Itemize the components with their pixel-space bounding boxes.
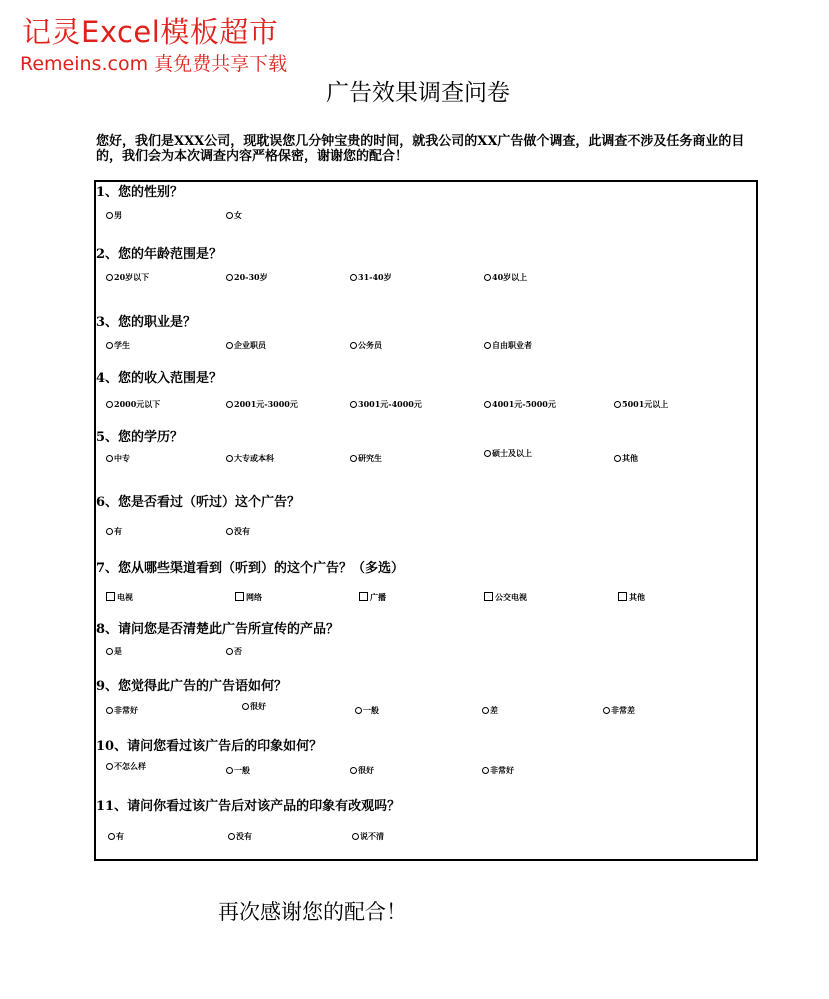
option-label: 没有 [234, 526, 250, 536]
q5-option-2[interactable] [226, 454, 274, 462]
radio-icon[interactable] [226, 455, 233, 462]
radio-icon[interactable] [226, 401, 233, 408]
q4-option-3[interactable] [350, 400, 422, 408]
q5-option-1[interactable] [106, 454, 130, 462]
q4-option-5[interactable] [614, 400, 668, 408]
option-label: 广播 [370, 591, 386, 602]
q3-option-4[interactable] [484, 341, 532, 349]
radio-icon[interactable] [106, 274, 113, 281]
radio-icon[interactable] [226, 342, 233, 349]
q2-option-1[interactable] [106, 273, 149, 281]
radio-icon[interactable] [226, 274, 233, 281]
question-6: 6、您是否看过（听过）这个广告？ [96, 495, 301, 510]
q5-option-5[interactable] [614, 454, 638, 462]
q11-option-1[interactable] [108, 832, 124, 840]
option-label: 研究生 [358, 453, 382, 463]
radio-icon[interactable] [484, 274, 491, 281]
radio-icon[interactable] [350, 455, 357, 462]
intro-text: 您好，我们是XXX公司，现耽误您几分钟宝贵的时间，就我公司的XX广告做个调查，此调查不涉及任务商业的目的，我们会为本次调查内容严格保密，谢谢您的配合！ [96, 134, 745, 164]
q4-option-4[interactable] [484, 400, 556, 408]
option-label: 非常好 [490, 765, 514, 775]
checkbox-icon[interactable] [618, 592, 627, 601]
option-label: 网络 [246, 591, 262, 602]
watermark-subtitle: Remeins.com 真免费共享下载 [20, 53, 288, 75]
question-11: 11、请问你看过该广告后对该产品的印象有改观吗？ [96, 799, 401, 814]
q10-option-3[interactable] [350, 766, 374, 774]
option-label: 说不清 [360, 831, 384, 841]
checkbox-icon[interactable] [235, 592, 244, 601]
q6-option-1[interactable] [106, 527, 122, 535]
radio-icon[interactable] [355, 707, 362, 714]
option-label: 2001元-3000元 [234, 399, 298, 409]
question-1: 1、您的性别？ [96, 185, 184, 200]
q3-option-2[interactable] [226, 341, 266, 349]
option-label: 硕士及以上 [492, 448, 532, 458]
question-10: 10、请问您看过该广告后的印象如何？ [96, 739, 323, 754]
radio-icon[interactable] [106, 528, 113, 535]
q11-option-2[interactable] [228, 832, 252, 840]
question-9: 9、您觉得此广告的广告语如何？ [96, 679, 288, 694]
option-label: 学生 [114, 340, 130, 350]
q9-option-5[interactable] [603, 706, 635, 714]
q6-option-2[interactable] [226, 527, 250, 535]
radio-icon[interactable] [242, 703, 249, 710]
checkbox-icon[interactable] [359, 592, 368, 601]
q7-option-3[interactable] [359, 592, 386, 601]
radio-icon[interactable] [484, 342, 491, 349]
radio-icon[interactable] [226, 212, 233, 219]
radio-icon[interactable] [106, 455, 113, 462]
radio-icon[interactable] [484, 450, 491, 457]
option-label: 大专或本科 [234, 453, 274, 463]
q4-option-1[interactable] [106, 400, 160, 408]
checkbox-icon[interactable] [106, 592, 115, 601]
radio-icon[interactable] [106, 401, 113, 408]
option-label: 公交电视 [495, 591, 527, 602]
option-label: 中专 [114, 453, 130, 463]
q10-option-2[interactable] [226, 766, 250, 774]
radio-icon[interactable] [228, 833, 235, 840]
radio-icon[interactable] [108, 833, 115, 840]
option-label: 40岁以上 [492, 272, 528, 282]
q9-option-2[interactable] [242, 702, 266, 710]
radio-icon[interactable] [350, 342, 357, 349]
option-label: 20岁以下 [114, 272, 150, 282]
question-3: 3、您的职业是？ [96, 315, 197, 330]
option-label: 没有 [236, 831, 252, 841]
q4-option-2[interactable] [226, 400, 298, 408]
radio-icon[interactable] [350, 401, 357, 408]
questionnaire-frame [94, 180, 758, 861]
q2-option-3[interactable] [350, 273, 392, 281]
option-label: 企业职员 [234, 340, 266, 350]
radio-icon[interactable] [352, 833, 359, 840]
watermark-title: 记灵Excel模板超市 [22, 15, 279, 49]
option-label: 其他 [629, 591, 645, 602]
q2-option-4[interactable] [484, 273, 527, 281]
option-label: 有 [116, 831, 124, 841]
option-label: 3001元-4000元 [358, 399, 422, 409]
radio-icon[interactable] [226, 648, 233, 655]
radio-icon[interactable] [350, 767, 357, 774]
question-4: 4、您的收入范围是？ [96, 371, 223, 386]
q7-option-5[interactable] [618, 592, 645, 601]
option-label: 很好 [358, 765, 374, 775]
option-label: 31-40岁 [358, 272, 392, 282]
radio-icon[interactable] [614, 401, 621, 408]
q9-option-3[interactable] [355, 706, 379, 714]
radio-icon[interactable] [603, 707, 610, 714]
option-label: 非常差 [611, 705, 635, 715]
q5-option-4[interactable] [484, 449, 532, 457]
option-label: 电视 [117, 591, 133, 602]
question-2: 2、您的年龄范围是？ [96, 247, 223, 262]
q1-option-2[interactable] [226, 211, 242, 219]
checkbox-icon[interactable] [484, 592, 493, 601]
radio-icon[interactable] [106, 707, 113, 714]
option-label: 是 [114, 646, 122, 656]
q11-option-3[interactable] [352, 832, 384, 840]
option-label: 其他 [622, 453, 638, 463]
radio-icon[interactable] [350, 274, 357, 281]
radio-icon[interactable] [484, 401, 491, 408]
radio-icon[interactable] [226, 528, 233, 535]
option-label: 公务员 [358, 340, 382, 350]
radio-icon[interactable] [106, 212, 113, 219]
radio-icon[interactable] [106, 648, 113, 655]
option-label: 不怎么样 [114, 761, 146, 771]
option-label: 20-30岁 [234, 272, 268, 282]
option-label: 自由职业者 [492, 340, 532, 350]
question-8: 8、请问您是否清楚此广告所宣传的产品？ [96, 622, 340, 637]
radio-icon[interactable] [226, 767, 233, 774]
option-label: 非常好 [114, 705, 138, 715]
q3-option-1[interactable] [106, 341, 130, 349]
q9-option-4[interactable] [482, 706, 498, 714]
page-title: 广告效果调查问卷 [326, 80, 510, 106]
q7-option-2[interactable] [235, 592, 262, 601]
q10-option-4[interactable] [482, 766, 514, 774]
q7-option-1[interactable] [106, 592, 133, 601]
option-label: 男 [114, 210, 122, 220]
q5-option-3[interactable] [350, 454, 382, 462]
radio-icon[interactable] [482, 767, 489, 774]
option-label: 否 [234, 646, 242, 656]
option-label: 2000元以下 [114, 399, 161, 409]
option-label: 一般 [363, 705, 379, 715]
q8-option-2[interactable] [226, 647, 242, 655]
radio-icon[interactable] [106, 763, 113, 770]
question-7: 7、您从哪些渠道看到（听到）的这个广告？（多选） [96, 561, 405, 576]
q1-option-1[interactable] [106, 211, 122, 219]
thanks-text: 再次感谢您的配合！ [218, 900, 407, 924]
option-label: 4001元-5000元 [492, 399, 556, 409]
option-label: 很好 [250, 701, 266, 711]
radio-icon[interactable] [614, 455, 621, 462]
q8-option-1[interactable] [106, 647, 122, 655]
q10-option-1[interactable] [106, 762, 146, 770]
radio-icon[interactable] [482, 707, 489, 714]
q7-option-4[interactable] [484, 592, 527, 601]
q2-option-2[interactable] [226, 273, 268, 281]
option-label: 有 [114, 526, 122, 536]
option-label: 5001元以上 [622, 399, 669, 409]
q3-option-3[interactable] [350, 341, 382, 349]
question-5: 5、您的学历？ [96, 430, 184, 445]
option-label: 女 [234, 210, 242, 220]
option-label: 差 [490, 705, 498, 715]
radio-icon[interactable] [106, 342, 113, 349]
q9-option-1[interactable] [106, 706, 138, 714]
option-label: 一般 [234, 765, 250, 775]
